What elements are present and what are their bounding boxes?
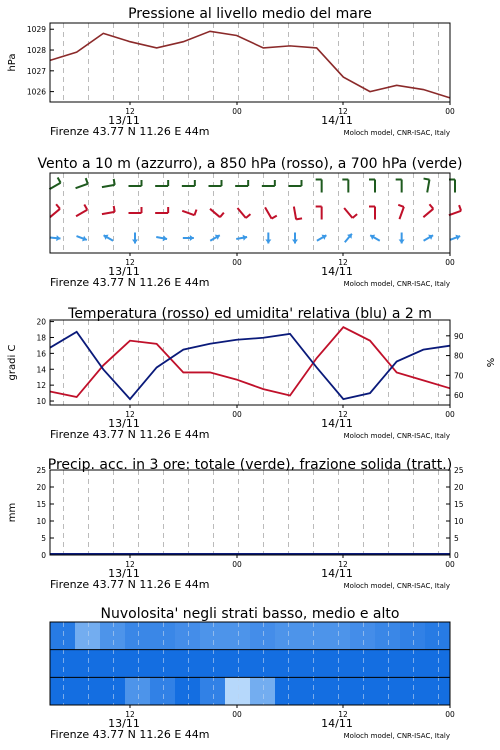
barb-shaft — [423, 209, 433, 217]
cloud-cell — [375, 622, 401, 650]
cloud-cell — [75, 622, 101, 650]
barb-shaft — [102, 185, 115, 187]
cloud-cell — [425, 622, 451, 650]
cloud-cell — [275, 677, 301, 705]
cloud-cell — [425, 677, 451, 705]
x-tick-label: 00 — [445, 107, 455, 116]
barb-feather — [114, 179, 115, 185]
barb-feather — [246, 214, 251, 218]
wind-barb — [235, 180, 248, 186]
barb-feather — [272, 216, 277, 219]
y-tick-label: 16 — [36, 349, 46, 359]
wind-barb — [424, 179, 430, 193]
date-label: 14/11 — [321, 567, 353, 580]
y2-tick-label: 15 — [454, 500, 464, 509]
wind-barb — [102, 206, 115, 214]
panel-4 — [7, 457, 464, 591]
barb-feather — [398, 205, 404, 207]
cloud-cell — [350, 677, 376, 705]
wind-barb — [237, 208, 250, 218]
cloud-cell — [400, 677, 426, 705]
cloud-cell — [150, 677, 176, 705]
wind-barb — [344, 208, 357, 218]
barb-shaft — [210, 209, 220, 217]
source-label: Moloch model, CNR-ISAC, Italy — [343, 582, 450, 590]
x-tick-label: 00 — [445, 560, 455, 569]
y-tick-label: 14 — [36, 365, 46, 375]
cloud-cell — [300, 650, 326, 678]
y-tick-label: 15 — [36, 500, 46, 509]
barb-feather — [296, 218, 302, 219]
x-tick-label: 12 — [125, 560, 135, 569]
location-label: Firenze 43.77 N 11.26 E 44m — [50, 125, 210, 138]
panel-title: Vento a 10 m (azzurro), a 850 hPa (rosso), a 700 hPa (verde) — [37, 156, 463, 172]
cloud-cell — [250, 677, 276, 705]
date-label: 14/11 — [321, 717, 353, 730]
cloud-cell — [225, 622, 251, 650]
date-label: 14/11 — [321, 417, 353, 430]
barb-shaft — [427, 180, 429, 193]
source-label: Moloch model, CNR-ISAC, Italy — [343, 129, 450, 137]
wind-barb — [209, 180, 222, 186]
cloud-cell — [175, 622, 201, 650]
cloud-cell — [275, 650, 301, 678]
y-axis-label: mm — [7, 502, 18, 523]
y-axis-label: gradi C — [7, 344, 18, 381]
wind-barb — [423, 204, 433, 217]
cloud-cell — [275, 622, 301, 650]
cloud-cell — [175, 677, 201, 705]
cloud-cell — [200, 677, 226, 705]
y-tick-label: 25 — [36, 466, 46, 475]
date-label: 13/11 — [108, 567, 140, 580]
wind-barb — [317, 235, 327, 241]
y2-tick-label: 90 — [454, 331, 464, 341]
x-tick-label: 00 — [232, 560, 242, 569]
y-tick-label: 1029 — [26, 25, 46, 35]
panel-title: Temperatura (rosso) ed umidita' relativa (blu) a 2 m — [68, 306, 432, 322]
x-tick-label: 00 — [232, 410, 242, 419]
barb-shaft — [50, 209, 60, 217]
x-tick-label: 12 — [125, 107, 135, 116]
barb-feather — [86, 178, 88, 184]
y2-tick-label: 80 — [454, 351, 464, 361]
barb-feather — [58, 178, 61, 183]
x-tick-label: 00 — [445, 710, 455, 719]
cloud-cell — [425, 650, 451, 678]
y-tick-label: 1028 — [26, 46, 46, 56]
x-tick-label: 00 — [445, 258, 455, 267]
cloud-cell — [50, 622, 76, 650]
plot-frame — [50, 320, 450, 405]
arrow-head — [399, 240, 405, 244]
barb-feather — [84, 205, 87, 210]
barb-feather — [194, 210, 196, 216]
cloud-cell — [250, 622, 276, 650]
location-label: Firenze 43.77 N 11.26 E 44m — [50, 428, 210, 441]
y2-tick-label: 10 — [454, 517, 464, 526]
location-label: Firenze 43.77 N 11.26 E 44m — [50, 728, 210, 741]
panel-2 — [37, 156, 462, 289]
cloud-cell — [200, 650, 226, 678]
panel-title: Pressione al livello medio del mare — [128, 6, 372, 22]
wind-barb — [182, 210, 196, 216]
cloud-cell — [100, 677, 126, 705]
cloud-cell — [150, 650, 176, 678]
cloud-cell — [300, 622, 326, 650]
barb-shaft — [49, 183, 60, 190]
barb-feather — [114, 206, 115, 212]
y2-tick-label: 5 — [454, 534, 459, 543]
cloud-cell — [75, 650, 101, 678]
cloud-cell — [50, 650, 76, 678]
arrow-head — [265, 240, 271, 244]
wind-barb — [294, 207, 302, 220]
cloud-cell — [250, 650, 276, 678]
barb-shaft — [399, 207, 403, 219]
wind-barb — [424, 235, 434, 241]
barb-shaft — [265, 207, 272, 218]
date-label: 13/11 — [108, 265, 140, 278]
y2-axis-label: % — [484, 357, 495, 368]
barb-feather — [459, 205, 461, 211]
wind-barb — [129, 180, 142, 186]
source-label: Moloch model, CNR-ISAC, Italy — [343, 732, 450, 740]
wind-barb — [316, 207, 322, 220]
cloud-cell — [225, 677, 251, 705]
wind-barb — [345, 234, 352, 242]
y2-tick-label: 25 — [454, 466, 464, 475]
x-tick-label: 12 — [338, 258, 348, 267]
cloud-cell — [150, 622, 176, 650]
wind-barb — [450, 235, 460, 241]
date-label: 14/11 — [321, 114, 353, 127]
x-tick-label: 00 — [232, 107, 242, 116]
y-tick-label: 0 — [41, 551, 46, 560]
wind-barb — [129, 207, 142, 213]
panel-title: Nuvolosita' negli strati basso, medio e alto — [100, 606, 400, 622]
wind-barb — [449, 205, 461, 215]
temperature-line — [50, 327, 450, 397]
wind-barb — [316, 180, 322, 193]
wind-barb — [76, 178, 88, 188]
cloud-cell — [325, 677, 351, 705]
date-label: 13/11 — [108, 717, 140, 730]
wind-barb — [370, 235, 380, 241]
cloud-cell — [400, 622, 426, 650]
wind-barb — [104, 235, 114, 241]
y-tick-label: 5 — [41, 534, 46, 543]
wind-barb — [50, 204, 60, 217]
wind-barb — [210, 209, 224, 217]
cloud-cell — [400, 650, 426, 678]
x-tick-label: 12 — [338, 410, 348, 419]
barb-shaft — [76, 210, 87, 217]
wind-barb — [292, 233, 298, 244]
x-tick-label: 12 — [125, 710, 135, 719]
y2-tick-label: 20 — [454, 483, 464, 492]
x-tick-label: 12 — [338, 560, 348, 569]
wind-barb — [132, 233, 138, 244]
x-tick-label: 00 — [445, 410, 455, 419]
date-label: 14/11 — [321, 265, 353, 278]
cloud-cell — [100, 622, 126, 650]
date-label: 13/11 — [108, 417, 140, 430]
wind-barb — [342, 180, 348, 193]
cloud-cell — [175, 650, 201, 678]
y-tick-label: 1027 — [26, 66, 46, 76]
barb-feather — [220, 213, 224, 218]
x-tick-label: 12 — [125, 410, 135, 419]
y2-tick-label: 0 — [454, 551, 459, 560]
wind-barb — [369, 207, 375, 220]
cloud-cell — [200, 622, 226, 650]
cloud-cell — [300, 677, 326, 705]
panel-title: Precip. acc. in 3 ore: totale (verde), frazione solida (tratt.) — [47, 457, 453, 473]
barb-shaft — [344, 208, 352, 218]
barb-shaft — [102, 212, 115, 214]
wind-barb — [156, 235, 167, 241]
cloud-cell — [50, 677, 76, 705]
wind-barb — [76, 236, 86, 242]
location-label: Firenze 43.77 N 11.26 E 44m — [50, 578, 210, 591]
wind-barb — [265, 207, 277, 218]
cloud-cell — [125, 677, 151, 705]
wind-barb — [265, 233, 271, 244]
y-tick-label: 10 — [36, 397, 46, 407]
cloud-cell — [350, 622, 376, 650]
cloud-cell — [225, 650, 251, 678]
barb-shaft — [76, 184, 88, 188]
y2-tick-label: 70 — [454, 371, 464, 381]
arrow-head — [56, 235, 60, 241]
barb-feather — [353, 214, 358, 218]
y2-tick-label: 60 — [454, 391, 464, 401]
location-label: Firenze 43.77 N 11.26 E 44m — [50, 276, 210, 289]
x-tick-label: 12 — [338, 710, 348, 719]
date-label: 13/11 — [108, 114, 140, 127]
arrow-head — [243, 235, 247, 241]
x-tick-label: 00 — [232, 258, 242, 267]
arrow-head — [292, 240, 298, 244]
y-tick-label: 1026 — [26, 87, 46, 97]
panel-5 — [50, 606, 455, 741]
source-label: Moloch model, CNR-ISAC, Italy — [343, 280, 450, 288]
pressure-line — [50, 31, 450, 98]
y-tick-label: 20 — [36, 483, 46, 492]
barb-feather — [429, 204, 433, 209]
y-axis-label: hPa — [7, 53, 18, 72]
barb-feather — [56, 204, 60, 209]
wind-barb — [289, 180, 302, 186]
wind-barb — [398, 205, 404, 219]
wind-barb — [210, 235, 220, 241]
wind-barb — [369, 180, 375, 193]
arrow-head — [132, 240, 138, 244]
y-tick-label: 12 — [36, 381, 46, 391]
barb-shaft — [294, 207, 296, 220]
wind-barb — [155, 180, 168, 186]
panel-3 — [7, 306, 495, 441]
wind-barb — [49, 178, 60, 190]
y-tick-label: 20 — [36, 317, 46, 327]
y-tick-label: 10 — [36, 517, 46, 526]
cloud-cell — [100, 650, 126, 678]
source-label: Moloch model, CNR-ISAC, Italy — [343, 432, 450, 440]
y-tick-label: 18 — [36, 333, 46, 343]
cloud-cell — [375, 677, 401, 705]
panel-1 — [7, 6, 455, 138]
cloud-cell — [325, 622, 351, 650]
wind-barb — [155, 207, 168, 213]
cloud-cell — [325, 650, 351, 678]
cloud-cell — [125, 622, 151, 650]
x-tick-label: 12 — [125, 258, 135, 267]
wind-barb — [399, 233, 405, 244]
wind-barb — [50, 235, 61, 241]
cloud-cell — [350, 650, 376, 678]
wind-barb — [236, 235, 247, 241]
wind-barb — [102, 179, 115, 187]
wind-barb — [396, 180, 402, 193]
x-tick-label: 12 — [338, 107, 348, 116]
cloud-cell — [125, 650, 151, 678]
cloud-cell — [375, 650, 401, 678]
wind-barb — [76, 205, 87, 217]
barb-shaft — [449, 211, 461, 215]
x-tick-label: 00 — [232, 710, 242, 719]
arrow-head — [190, 235, 194, 241]
cloud-cell — [75, 677, 101, 705]
barb-feather — [424, 179, 430, 180]
plot-frame — [50, 470, 450, 555]
